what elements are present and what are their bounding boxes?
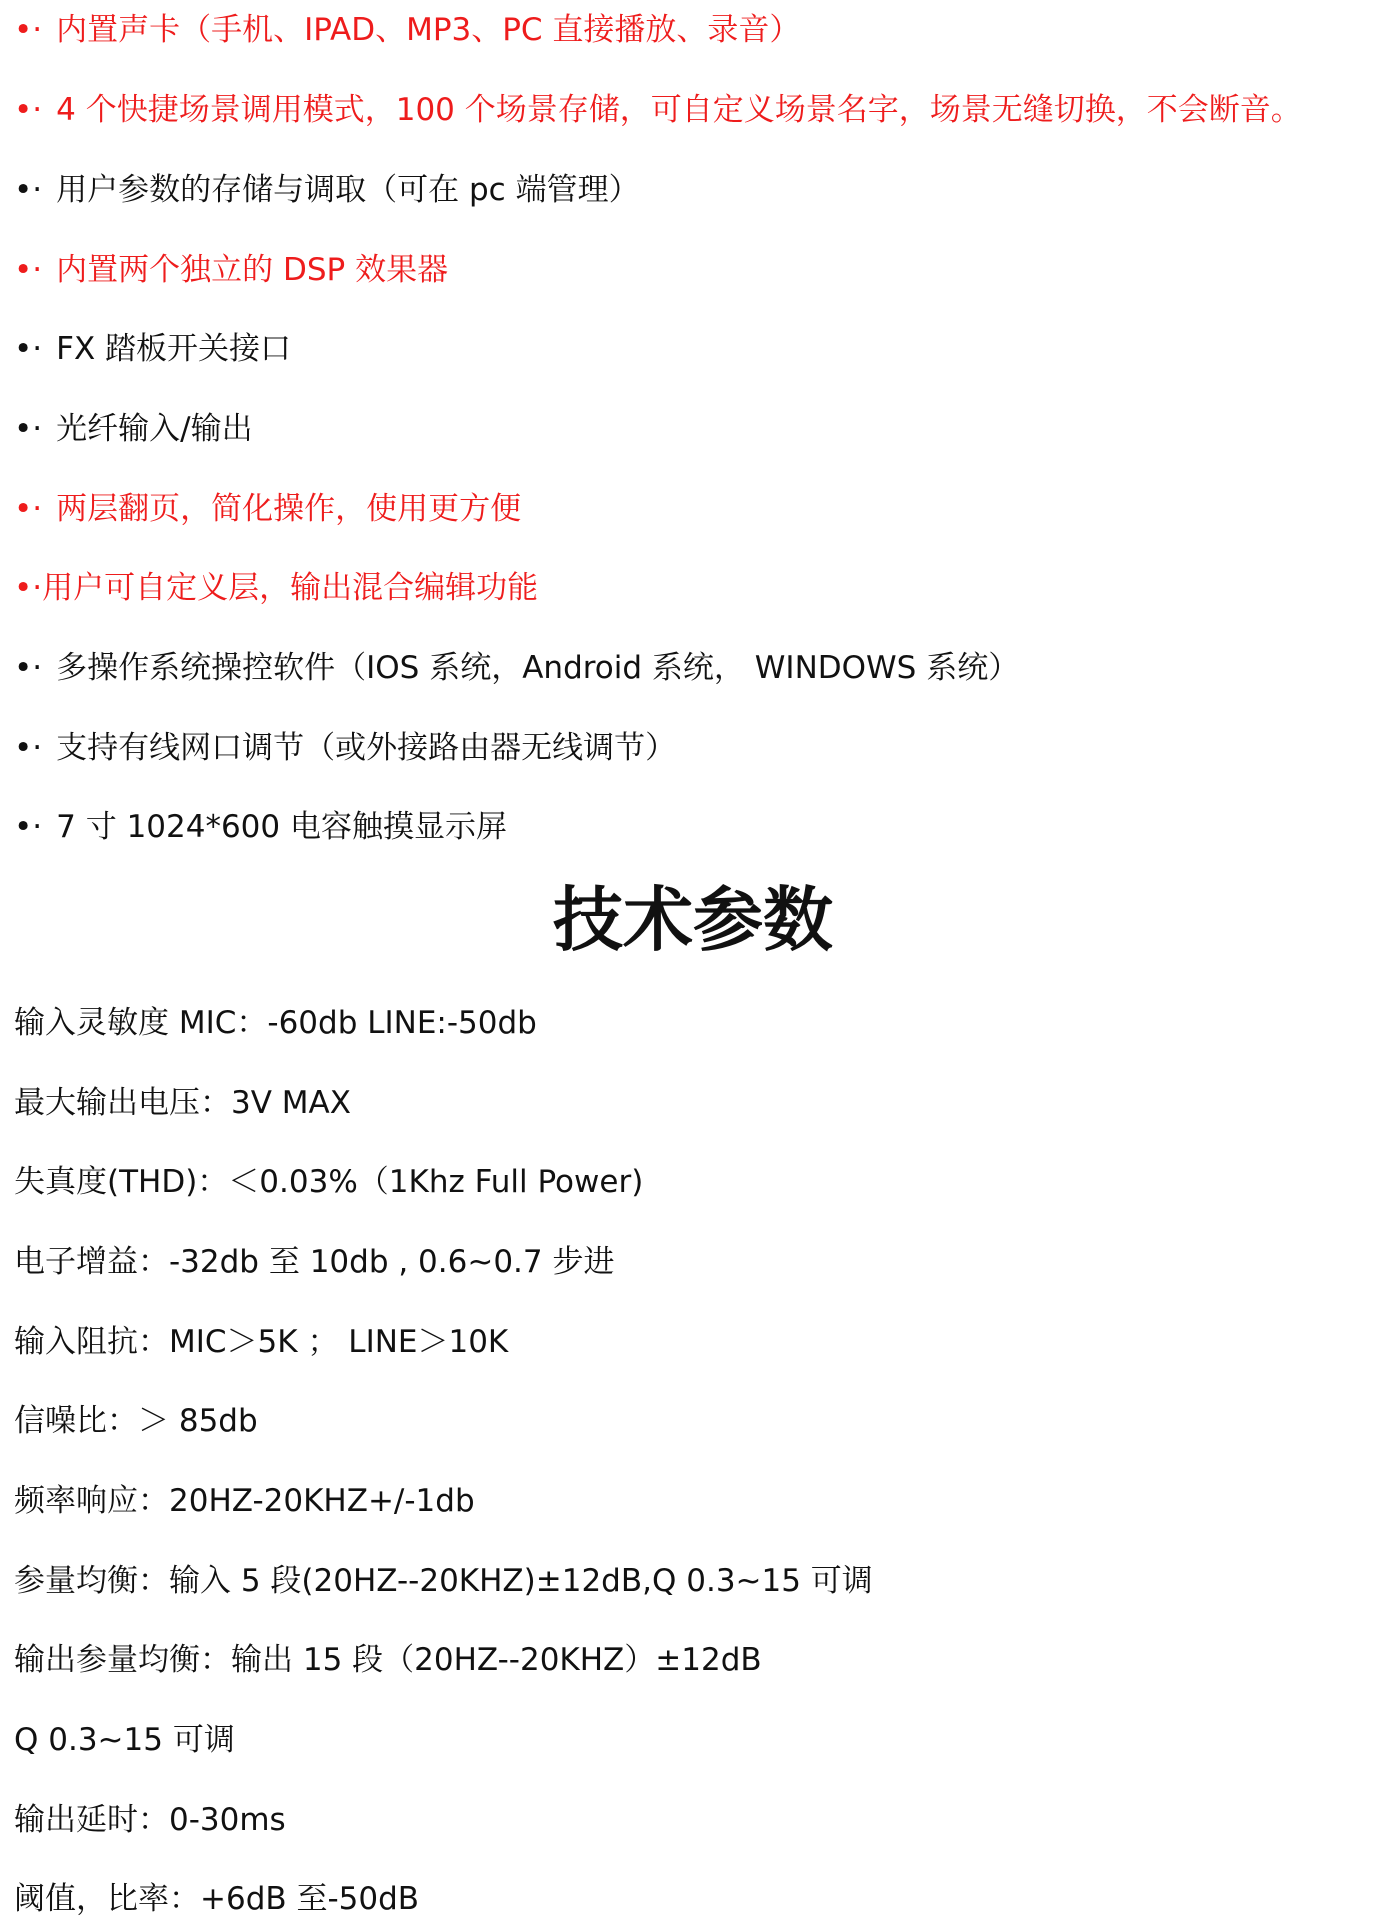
bullet-icon: •· bbox=[14, 331, 43, 367]
feature-text: 内置声卡（手机、IPAD、MP3、PC 直接播放、录音） bbox=[56, 12, 801, 48]
spec-item: 频率响应：20HZ-20KHZ+/-1db bbox=[14, 1483, 475, 1519]
feature-item bbox=[14, 329, 291, 369]
bullet-icon: •· bbox=[14, 172, 43, 208]
feature-text: 内置两个独立的 DSP 效果器 bbox=[56, 252, 449, 288]
feature-text: 用户参数的存储与调取（可在 pc 端管理） bbox=[56, 172, 640, 208]
bullet-icon: •· bbox=[14, 730, 43, 766]
spec-item: 参量均衡：输入 5 段(20HZ--20KHZ)±12dB,Q 0.3~15 可调 bbox=[14, 1563, 873, 1599]
feature-item bbox=[14, 807, 507, 847]
feature-item bbox=[14, 568, 538, 608]
feature-text: 用户可自定义层，输出混合编辑功能 bbox=[42, 570, 539, 606]
spec-item: 输入阻抗：MIC＞5K ； LINE＞10K bbox=[14, 1324, 509, 1360]
feature-item bbox=[14, 170, 640, 210]
spec-item: 阈值，比率：+6dB 至-50dB bbox=[14, 1881, 420, 1917]
spec-item: Q 0.3~15 可调 bbox=[14, 1722, 235, 1758]
bullet-icon: •· bbox=[14, 411, 43, 447]
feature-text: 支持有线网口调节（或外接路由器无线调节） bbox=[56, 730, 677, 766]
feature-item bbox=[14, 489, 521, 529]
spec-item: 最大输出电压：3V MAX bbox=[14, 1085, 351, 1121]
section-title: 技术参数 bbox=[553, 879, 833, 961]
feature-text: 多操作系统操控软件（IOS 系统，Android 系统， WINDOWS 系统） bbox=[56, 650, 1020, 686]
bullet-icon: •· bbox=[14, 12, 43, 48]
bullet-icon: •· bbox=[14, 252, 43, 288]
bullet-icon: •· bbox=[14, 809, 43, 845]
spec-item: 输出延时：0-30ms bbox=[14, 1802, 286, 1838]
feature-item bbox=[14, 90, 1302, 130]
feature-item bbox=[14, 728, 676, 768]
feature-text: 两层翻页，简化操作，使用更方便 bbox=[56, 491, 522, 527]
feature-item bbox=[14, 409, 253, 449]
feature-text: 7 寸 1024*600 电容触摸显示屏 bbox=[56, 809, 507, 845]
spec-item: 电子增益：-32db 至 10db , 0.6~0.7 步进 bbox=[14, 1244, 615, 1280]
feature-text: FX 踏板开关接口 bbox=[56, 331, 292, 367]
bullet-icon: •· bbox=[14, 491, 43, 527]
spec-item: 输入灵敏度 MIC：-60db LINE:-50db bbox=[14, 1005, 537, 1041]
spec-item: 输出参量均衡：输出 15 段（20HZ--20KHZ）±12dB bbox=[14, 1642, 762, 1678]
feature-item bbox=[14, 10, 800, 50]
bullet-icon: •· bbox=[14, 570, 43, 606]
feature-text: 4 个快捷场景调用模式，100 个场景存储，可自定义场景名字，场景无缝切换，不会断音。 bbox=[56, 92, 1302, 128]
feature-item bbox=[14, 250, 448, 290]
bullet-icon: •· bbox=[14, 92, 43, 128]
feature-text: 光纤输入/输出 bbox=[56, 411, 253, 447]
spec-item: 失真度(THD)：＜0.03%（1Khz Full Power) bbox=[14, 1164, 644, 1200]
bullet-icon: •· bbox=[14, 650, 43, 686]
spec-item: 信噪比：＞ 85db bbox=[14, 1403, 258, 1439]
feature-item bbox=[14, 648, 1019, 688]
